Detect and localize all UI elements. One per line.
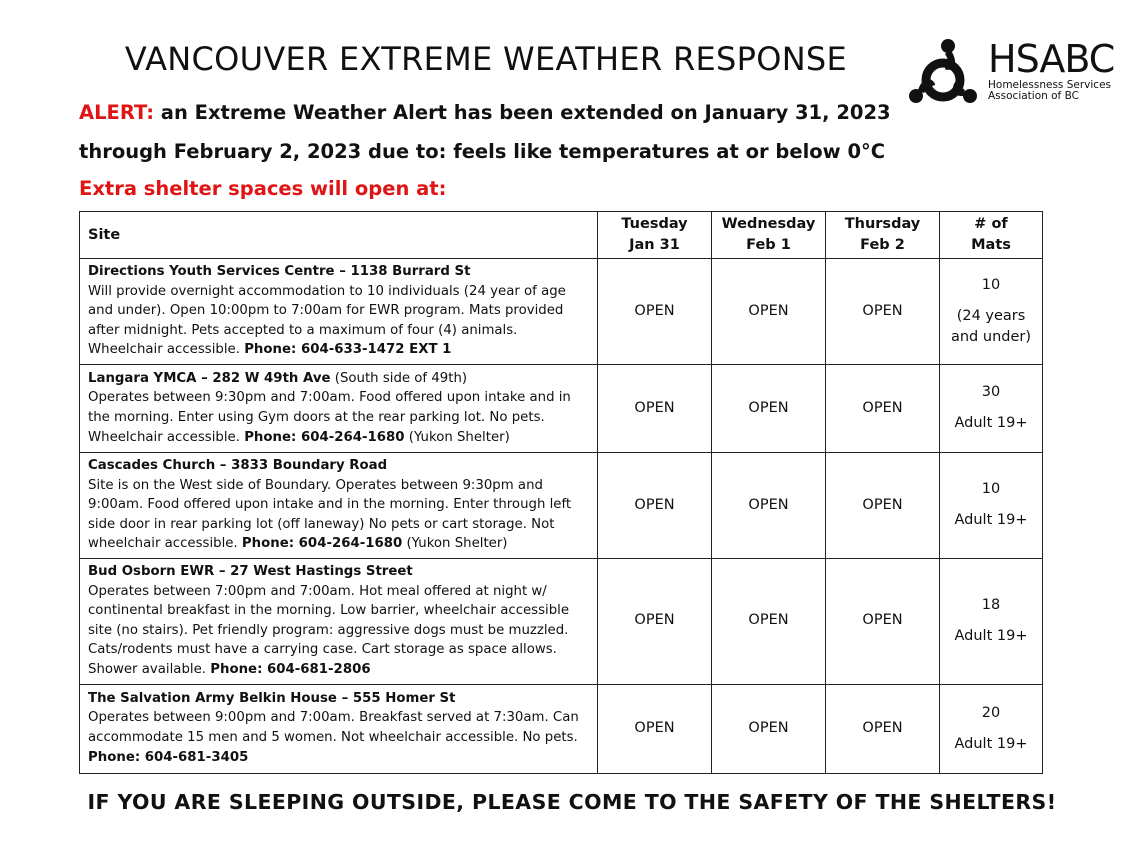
site-cell [80, 364, 598, 452]
phone-note: (Yukon Shelter) [404, 429, 510, 445]
site-name: Langara YMCA – 282 W 49th Ave [88, 370, 331, 386]
mats-count: 30 [981, 384, 1001, 401]
table-row [80, 364, 1043, 452]
mats-cell [940, 259, 1043, 365]
site-description: Will provide overnight accommodation to 10 individuals (24 year of age and under). Open 10:00pm to 7:00am for EWR program. Mats provided after midnight. Pets accepted to a maximum of four (4) animals. Wheelchair accessible. [88, 283, 566, 358]
status-cell: OPEN [712, 558, 826, 684]
status-cell: OPEN [598, 364, 712, 452]
site-name: Bud Osborn EWR – 27 West Hastings Street [88, 563, 413, 579]
mats-cell [940, 364, 1043, 452]
site-phone: Phone: 604-633-1472 EXT 1 [244, 342, 452, 358]
status-cell: OPEN [598, 558, 712, 684]
mats-note: Adult 19+ [954, 415, 1028, 432]
site-phone: Phone: 604-681-2806 [210, 661, 371, 677]
day-header: Wednesday Feb 1 [712, 212, 826, 259]
alert-line-2: through February 2, 2023 due to: feels like temperatures at or below 0°C [79, 140, 886, 163]
status-cell: OPEN [826, 259, 940, 365]
alert-text-1: an Extreme Weather Alert has been extended on January 31, 2023 [154, 101, 891, 124]
footer-message: IF YOU ARE SLEEPING OUTSIDE, PLEASE COME TO THE SAFETY OF THE SHELTERS! [87, 790, 1057, 814]
site-name: Directions Youth Services Centre – 1138 Burrard St [88, 264, 471, 279]
page-title: VANCOUVER EXTREME WEATHER RESPONSE [124, 40, 848, 78]
site-cell [80, 259, 598, 365]
phone-note: (Yukon Shelter) [402, 536, 508, 552]
status-cell: OPEN [712, 684, 826, 773]
mats-header: # of Mats [940, 212, 1043, 259]
mats-cell [940, 452, 1043, 558]
site-name: The Salvation Army Belkin House – 555 Homer St [88, 690, 456, 706]
day-header: Thursday Feb 2 [826, 212, 940, 259]
alert-line-1 [79, 101, 891, 124]
table-row [80, 259, 1043, 365]
site-description: Operates between 9:30pm and 7:00am. Food offered upon intake and in the morning. Enter using Gym doors at the rear parking lot. No pets. Wheelchair accessible. [88, 390, 571, 445]
status-cell: OPEN [712, 259, 826, 365]
hsabc-logo [908, 38, 1118, 110]
logo-subtitle-1: Homelessness Services [988, 79, 1111, 91]
site-name-note: (South side of 49th) [330, 370, 468, 386]
mats-note: (24 years and under) [950, 307, 1031, 345]
site-phone: Phone: 604-264-1680 [241, 536, 403, 552]
status-cell: OPEN [826, 452, 940, 558]
table-row [80, 452, 1043, 558]
mats-cell [940, 558, 1043, 684]
status-cell: OPEN [712, 452, 826, 558]
logo-name: HSABC [988, 37, 1115, 81]
site-phone: Phone: 604-264-1680 [244, 429, 405, 445]
site-phone: Phone: 604-681-3405 [88, 749, 249, 765]
shelter-table [79, 211, 1043, 774]
site-description: Site is on the West side of Boundary. Operates between 9:30pm and 9:00am. Food offered upon intake and in the morning. Enter through left side door in rear parking lot (off laneway) No pets or cart storage. Not wheelchair accessible. [88, 477, 572, 552]
table-row [80, 684, 1043, 773]
status-cell: OPEN [598, 259, 712, 365]
mats-count: 18 [981, 597, 1001, 614]
site-description: Operates between 7:00pm and 7:00am. Hot meal offered at night w/ continental breakfast in the morning. Low barrier, wheelchair accessible site (no stairs). Pet friendly program: aggressive dogs must be muzzled. Cats/rodents must have a carrying case. Cart storage as space allows. Shower available. [88, 583, 570, 677]
hsabc-logo-icon [908, 38, 978, 108]
status-cell: OPEN [826, 684, 940, 773]
logo-subtitle-2: Association of BC [988, 90, 1079, 102]
table-row [80, 558, 1043, 684]
status-cell: OPEN [826, 364, 940, 452]
mats-note: Adult 19+ [954, 735, 1028, 752]
status-cell: OPEN [598, 684, 712, 773]
site-header: Site [80, 212, 598, 259]
status-cell: OPEN [712, 364, 826, 452]
table-header-row [80, 212, 1043, 259]
mats-note: Adult 19+ [954, 628, 1028, 645]
mats-note: Adult 19+ [954, 512, 1028, 529]
status-cell: OPEN [826, 558, 940, 684]
site-cell [80, 558, 598, 684]
status-cell: OPEN [598, 452, 712, 558]
site-cell [80, 684, 598, 773]
site-cell [80, 452, 598, 558]
day-header: Tuesday Jan 31 [598, 212, 712, 259]
mats-count: 10 [981, 276, 1001, 293]
mats-count: 10 [981, 481, 1001, 498]
site-name: Cascades Church – 3833 Boundary Road [88, 457, 388, 473]
alert-label: ALERT: [79, 101, 155, 124]
alert-line-3: Extra shelter spaces will open at: [79, 177, 447, 200]
site-description: Operates between 9:00pm and 7:00am. Breakfast served at 7:30am. Can accommodate 15 men and 5 women. Not wheelchair accessible. No pets. [88, 710, 579, 746]
mats-cell [940, 684, 1043, 773]
mats-count: 20 [981, 704, 1001, 721]
